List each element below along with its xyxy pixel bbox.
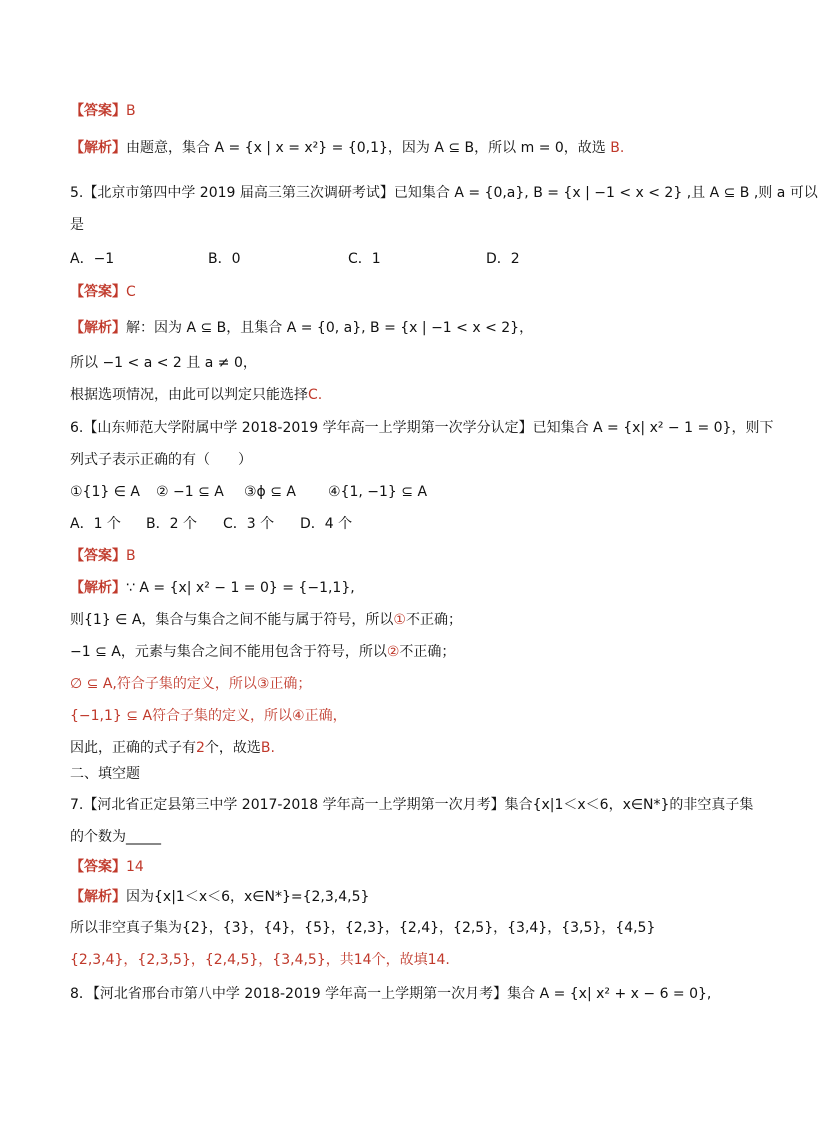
- analysis-label: 【解析】: [70, 140, 126, 156]
- q5-analysis-text-3: 根据选项情况，由此可以判定只能选择: [70, 387, 308, 403]
- q7-analysis-line-1: [70, 887, 730, 907]
- q6-analysis-text-5: {−1,1} ⊆ A符合子集的定义，所以: [70, 708, 293, 724]
- q5-answer-line: [70, 282, 730, 302]
- q5-option-c: C．1: [348, 251, 381, 267]
- q6-option-a: A．1 个: [70, 516, 121, 532]
- q4-answer: B: [126, 103, 136, 119]
- analysis-label: 【解析】: [70, 320, 126, 336]
- q6-analysis-mark-2: ②: [386, 644, 400, 660]
- q6-analysis-mark-1: ①: [393, 612, 406, 628]
- q6-answer: B: [126, 548, 136, 564]
- q5-stem-line-1: 5.【北京市第四中学 2019 届高三第三次调研考试】已知集合 A = {0,a}, B = {x | −1 < x < 2} ,且 A ⊆ B ,则 a 可以: [70, 185, 818, 201]
- q6-option-d: D．4 个: [300, 516, 353, 532]
- q8-stem-line-1: 8．【河北省邢台市第八中学 2018-2019 学年高一上学期第一次月考】集合 A = {x| x² + x − 6 = 0},: [70, 986, 712, 1002]
- q6-analysis-text-2: 则{1} ∈ A，集合与集合之间不能与属于符号，所以: [70, 612, 394, 628]
- q6-stem-line-2: 列式子表示正确的有（ ）: [70, 452, 252, 468]
- q5-option-b: B．0: [208, 251, 241, 267]
- q6-stem-line-1: 6.【山东师范大学附属中学 2018-2019 学年高一上学期第一次学分认定】已知集合 A = {x| x² − 1 = 0}，则下: [70, 420, 774, 436]
- q5-analysis-line-3: [70, 385, 730, 405]
- q6-analysis-text-7: 个，故选: [204, 740, 261, 756]
- q6-analysis-mark-4: ④: [292, 708, 305, 724]
- q6-analysis-text-4: ∅ ⊆ A,符合子集的定义，所以: [70, 676, 257, 692]
- answer-label: 【答案】: [70, 103, 126, 119]
- q7-stem-line-2: 的个数为_____: [70, 829, 161, 845]
- q4-analysis-line: [70, 138, 730, 158]
- q6-analysis-line-1: [70, 578, 730, 598]
- q5-analysis-line-1: [70, 318, 730, 338]
- q6-analysis-line-3: [70, 642, 730, 662]
- q5-analysis-choice: C.: [308, 387, 323, 403]
- q5-option-a: A．−1: [70, 251, 115, 267]
- q6-analysis-text-1: ∵ A = {x| x² − 1 = 0} = {−1,1},: [126, 580, 355, 596]
- q6-analysis-line-6: [70, 738, 730, 758]
- q6-items: [70, 482, 730, 502]
- q6-item-2: ② −1 ⊆ A: [156, 484, 224, 500]
- answer-label: 【答案】: [70, 859, 126, 875]
- q5-option-d: D．2: [486, 251, 520, 267]
- q4-analysis-text: 由题意，集合 A = {x | x = x²} = {0,1}，因为 A ⊆ B，所以 m = 0，故选: [126, 140, 606, 156]
- q6-item-4: ④{1, −1} ⊆ A: [328, 484, 428, 500]
- q7-answer: 14: [126, 859, 144, 875]
- q6-analysis-count: 2: [196, 740, 205, 756]
- q5-answer: C: [126, 284, 136, 300]
- q6-analysis-text-6: 因此，正确的式子有: [70, 740, 196, 756]
- analysis-label: 【解析】: [70, 580, 126, 596]
- q6-item-3: ③ϕ ⊆ A: [244, 484, 296, 500]
- q7-analysis-line-2: 所以非空真子集为{2}，{3}，{4}，{5}，{2,3}，{2,4}，{2,5}，{3,4}，{3,5}，{4,5}: [70, 920, 656, 936]
- q4-analysis-choice: B.: [610, 140, 625, 156]
- q6-item-1: ①{1} ∈ A: [70, 484, 140, 500]
- analysis-label: 【解析】: [70, 889, 126, 905]
- q6-analysis-verdict-4: 正确，: [304, 708, 347, 724]
- q6-analysis-line-5: [70, 706, 730, 726]
- q6-analysis-line-2: [70, 610, 730, 630]
- q7-analysis-result: 14.: [427, 952, 450, 968]
- q5-options: [70, 249, 730, 269]
- section-title-fill-in: 二、填空题: [70, 766, 140, 782]
- q5-analysis-line-2: 所以 −1 < a < 2 且 a ≠ 0，: [70, 355, 257, 371]
- q6-analysis-line-4: [70, 674, 730, 694]
- q7-answer-line: [70, 857, 730, 877]
- q6-analysis-verdict-1: 不正确；: [405, 612, 462, 628]
- q7-analysis-count: 14: [353, 952, 372, 968]
- q7-stem-line-1: 7.【河北省正定县第三中学 2017-2018 学年高一上学期第一次月考】集合{x|1＜x＜6，x∈N*}的非空真子集: [70, 797, 754, 813]
- answer-label: 【答案】: [70, 548, 126, 564]
- q6-option-b: B．2 个: [146, 516, 197, 532]
- q6-analysis-text-3: −1 ⊆ A，元素与集合之间不能用包含于符号，所以: [70, 644, 387, 660]
- q6-analysis-verdict-2: 不正确；: [399, 644, 456, 660]
- answer-label: 【答案】: [70, 284, 126, 300]
- q4-answer-line: [70, 101, 730, 121]
- q6-option-c: C．3 个: [223, 516, 275, 532]
- q6-analysis-mark-3: ③: [256, 676, 270, 692]
- q5-analysis-text-1: 解：因为 A ⊆ B，且集合 A = {0, a}, B = {x | −1 < x < 2}，: [126, 320, 534, 336]
- q7-analysis-line-3: [70, 950, 730, 970]
- q6-analysis-choice: B.: [260, 740, 275, 756]
- q7-analysis-text-1: 因为{x|1＜x＜6，x∈N*}={2,3,4,5}: [126, 889, 370, 905]
- q6-answer-line: [70, 546, 730, 566]
- q5-stem-line-2: 是: [70, 217, 84, 233]
- q7-analysis-text-3: {2,3,4}，{2,3,5}，{2,4,5}，{3,4,5}，共: [70, 952, 354, 968]
- q6-options: [70, 514, 730, 534]
- q6-analysis-verdict-3: 正确；: [269, 676, 312, 692]
- q7-analysis-text-4: 个，故填: [371, 952, 428, 968]
